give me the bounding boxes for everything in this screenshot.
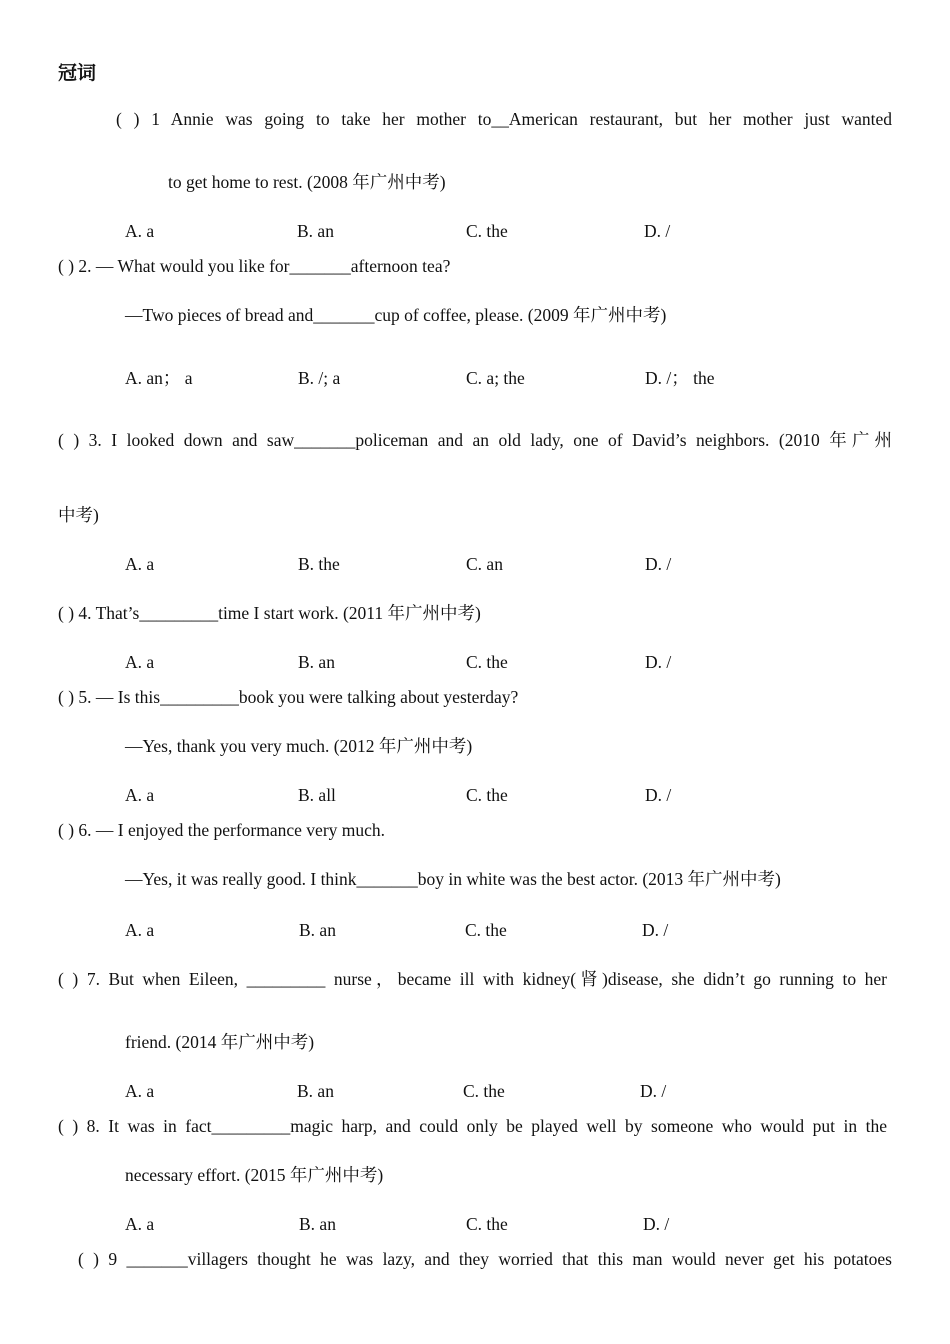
question-5-option-d: D. / (645, 785, 672, 805)
question-5-option-b: B. all (298, 785, 336, 805)
question-4-option-a: A. a (125, 652, 155, 672)
question-3-option-d: D. / (645, 554, 672, 574)
question-3-option-c: C. an (466, 554, 503, 574)
question-4-line-1: ( ) 4. That’s_________time I start work. (2011 年广州中考) (58, 603, 481, 623)
question-7-option-d: D. / (640, 1081, 667, 1101)
question-2-option-b: B. /; a (298, 368, 341, 388)
question-8-option-c: C. the (466, 1214, 508, 1234)
question-6-line-1: ( ) 6. — I enjoyed the performance very much. (58, 820, 386, 840)
question-4-option-c: C. the (466, 652, 508, 672)
question-5-line-2: —Yes, thank you very much. (2012 年广州中考) (125, 736, 473, 756)
question-7-line-2: friend. (2014 年广州中考) (125, 1032, 315, 1052)
question-2-option-c: C. a; the (466, 368, 525, 388)
question-6-option-a: A. a (125, 920, 155, 940)
question-8-line-1: ( ) 8. It was in fact_________magic harp, and could only be played well by someone who would put in the (58, 1116, 887, 1136)
question-3-option-a: A. a (125, 554, 155, 574)
question-4-option-d: D. / (645, 652, 672, 672)
question-8-option-d: D. / (643, 1214, 670, 1234)
question-1-option-b: B. an (297, 221, 334, 241)
question-8-option-a: A. a (125, 1214, 155, 1234)
question-6-option-c: C. the (465, 920, 507, 940)
question-1-option-a: A. a (125, 221, 155, 241)
question-2-line-2: —Two pieces of bread and_______cup of coffee, please. (2009 年广州中考) (125, 305, 667, 325)
question-4-option-b: B. an (298, 652, 335, 672)
question-1-option-d: D. / (644, 221, 671, 241)
question-2-option-d: D. /； the (645, 368, 715, 388)
question-3-line-1: ( ) 3. I looked down and saw_______policeman and an old lady, one of David’s neighbors. (2010 年广州 (58, 430, 892, 450)
question-7-line-1: ( ) 7. But when Eileen, _________ nurse，became ill with kidney(肾)disease, she didn’t go running to her (58, 969, 887, 989)
question-6-option-d: D. / (642, 920, 669, 940)
question-6-option-b: B. an (299, 920, 336, 940)
question-9-line-1: ( ) 9 _______villagers thought he was lazy, and they worried that this man would never get his potatoes (78, 1249, 892, 1269)
question-6-line-2: —Yes, it was really good. I think_______boy in white was the best actor. (2013 年广州中考) (125, 869, 781, 889)
question-5-option-a: A. a (125, 785, 155, 805)
section-heading: 冠词 (58, 62, 97, 84)
question-7-option-a: A. a (125, 1081, 155, 1101)
question-7-option-c: C. the (463, 1081, 505, 1101)
question-8-option-b: B. an (299, 1214, 336, 1234)
question-7-option-b: B. an (297, 1081, 334, 1101)
question-8-line-2: necessary effort. (2015 年广州中考) (125, 1165, 384, 1185)
question-5-line-1: ( ) 5. — Is this_________book you were talking about yesterday? (58, 687, 519, 707)
question-1-option-c: C. the (466, 221, 508, 241)
question-5-option-c: C. the (466, 785, 508, 805)
question-1-line-1: ( ) 1 Annie was going to take her mother to__American restaurant, but her mother just wanted (116, 109, 892, 129)
question-3-option-b: B. the (298, 554, 340, 574)
question-3-line-2: 中考) (58, 505, 99, 525)
question-2-option-a: A. an； a (125, 368, 193, 388)
question-1-line-2: to get home to rest. (2008 年广州中考) (168, 172, 446, 192)
question-2-line-1: ( ) 2. — What would you like for_______afternoon tea? (58, 256, 451, 276)
